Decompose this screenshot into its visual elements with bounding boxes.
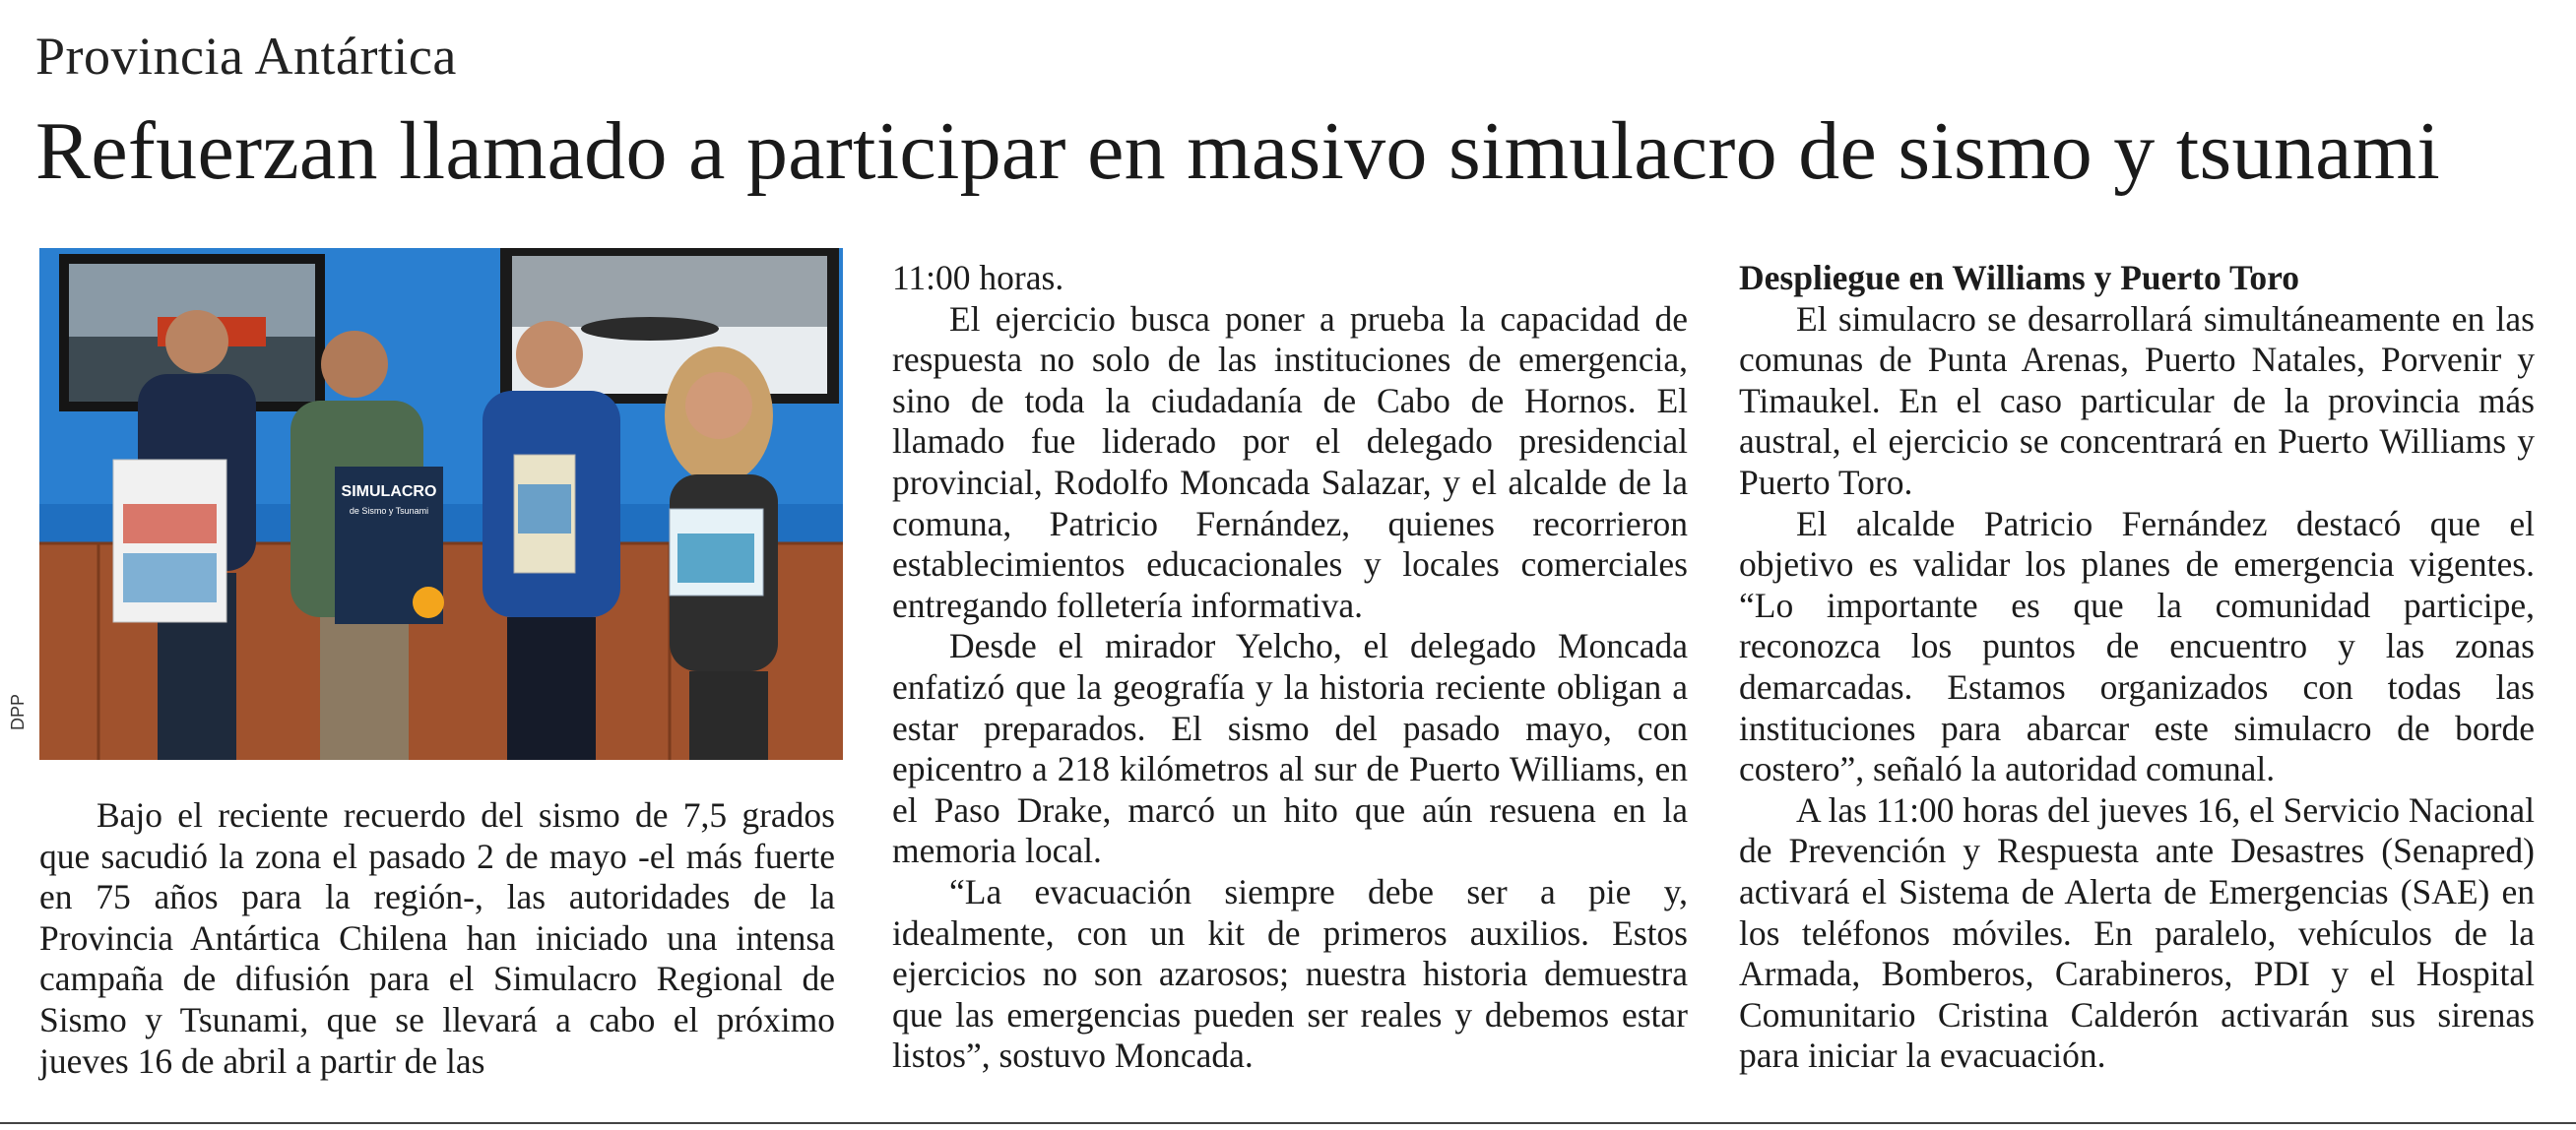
headline: Refuerzan llamado a participar en masivo simulacro de sismo y tsunami <box>35 105 2440 197</box>
bottom-rule <box>0 1122 2576 1124</box>
news-photo <box>39 248 843 760</box>
poster-subtitle: de Sismo y Tsunami <box>349 506 429 516</box>
subheading: Despliegue en Williams y Puerto Toro <box>1739 258 2300 297</box>
paragraph: El ejercicio busca poner a prueba la capacidad de respuesta no solo de las instituciones de emergencia, sino de toda la ciudadanía de Cabo de Hornos. El llamado fue liderado por el delegado presidencial provincial, Rodolfo Moncada Salazar, y el alcalde de la comuna, Patricio Fernández, quienes recorrieron establecimientos educacionales y locales comerciales entregando folletería informativa. <box>892 298 1688 625</box>
photo-credit: DPP <box>8 693 28 730</box>
paragraph: El alcalde Patricio Fernández destacó que el objetivo es validar los planes de emergencia vigentes. “Lo importante es que la comunidad participe, reconozca los puntos de encuentro y las zonas demarcadas. Estamos organizados con todas las instituciones para abarcar este simulacro de borde costero”, señaló la autoridad comunal. <box>1739 503 2535 789</box>
paragraph: El simulacro se desarrollará simultáneamente en las comunas de Punta Arenas, Puerto Natales, Porvenir y Timaukel. En el caso particular de la provincia más austral, el ejercicio se concentrará en Puerto Williams y Puerto Toro. <box>1739 298 2535 502</box>
paragraph: 11:00 horas. <box>892 258 1064 297</box>
section-label: Provincia Antártica <box>35 27 457 86</box>
paragraph: “La evacuación siempre debe ser a pie y, idealmente, con un kit de primeros auxilios. Estos ejercicios no son azarosos; nuestra historia demuestra que las emergencias pueden ser reales y debemos estar listos”, sostuvo Moncada. <box>892 871 1688 1076</box>
paragraph: A las 11:00 horas del jueves 16, el Servicio Nacional de Prevención y Respuesta ante Desastres (Senapred) activará el Sistema de Alerta de Emergencias (SAE) en los teléfonos móviles. En paralelo, vehículos de la Armada, Bomberos, Carabineros, PDI y el Hospital Comunitario Cristina Calderón activarán sus sirenas para iniciar la evacuación. <box>1739 789 2535 1076</box>
column-2 <box>892 258 1688 1077</box>
paragraph: Bajo el reciente recuerdo del sismo de 7,5 grados que sacudió la zona el pasado 2 de mayo -el más fuerte en 75 años para la región-, las autoridades de la Provincia Antártica Chilena han iniciado una intensa campaña de difusión para el Simulacro Regional de Sismo y Tsunami, que se llevará a cabo el próximo jueves 16 de abril a partir de las <box>39 795 835 1081</box>
column-1 <box>39 795 835 1082</box>
paragraph: Desde el mirador Yelcho, el delegado Moncada enfatizó que la geografía y la historia reciente obligan a estar preparados. El sismo del pasado mayo, con epicentro a 218 kilómetros al sur de Puerto Williams, en el Paso Drake, marcó un hito que aún resuena en la memoria local. <box>892 626 1688 871</box>
column-3 <box>1739 258 2535 1077</box>
poster-title: SIMULACRO <box>341 483 437 500</box>
